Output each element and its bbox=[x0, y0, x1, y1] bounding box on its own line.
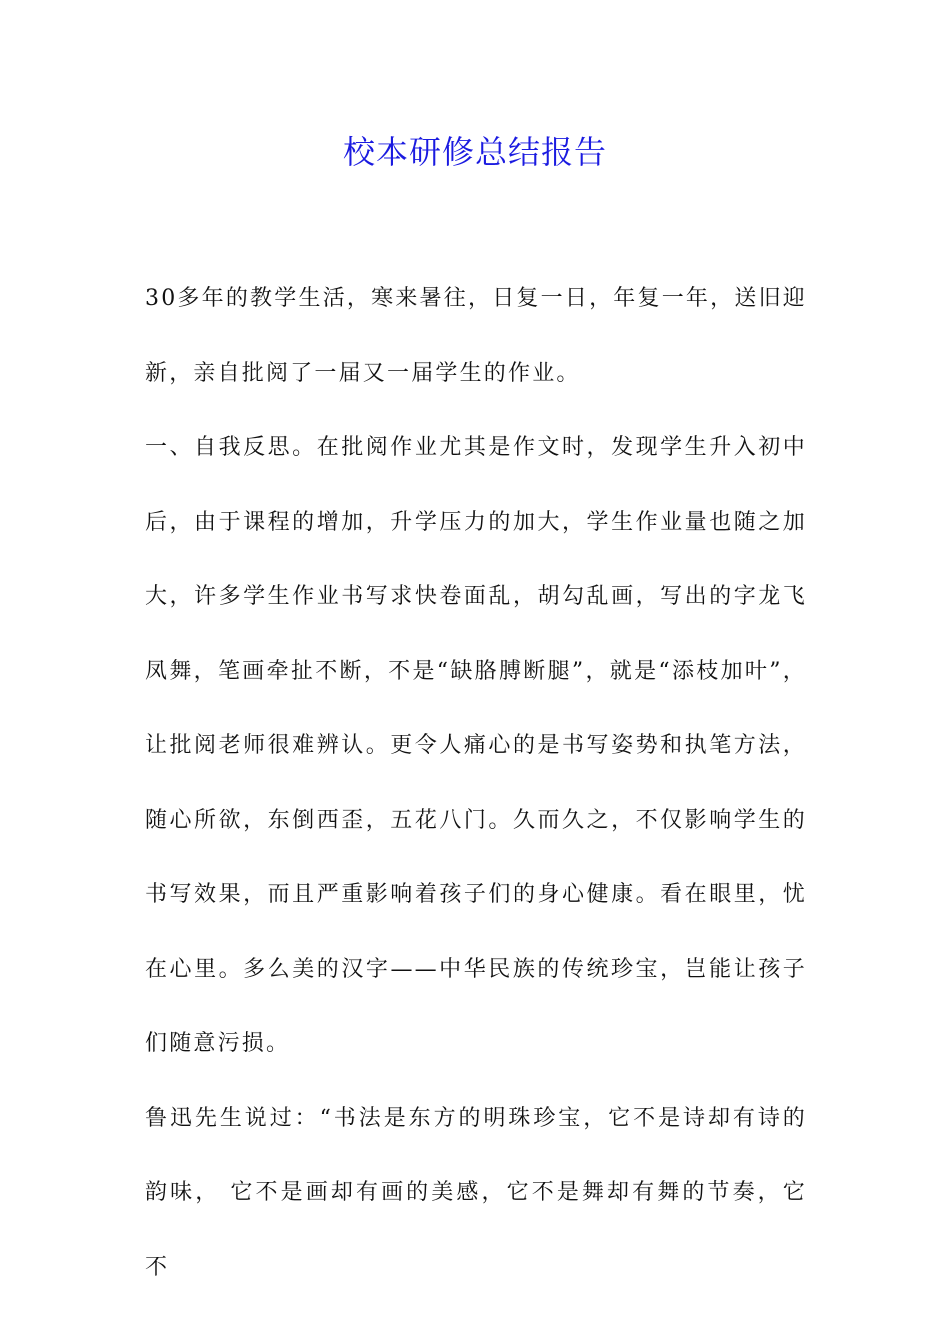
document-title: 校本研修总结报告 bbox=[342, 133, 607, 171]
paragraph-2: 一、自我反思。在批阅作业尤其是作文时，发现学生升入初中后，由于课程的增加，升学压力的加大，学生作业量也随之加大，许多学生作业书写求快卷面乱，胡勾乱画，写出的字龙飞凤舞，笔画牵扯不断，不是“缺胳膊断腿”，就是“添枝加叶”，让批阅老师很难辨认。更令人痛心的是书写姿势和执笔方法，随心所欲，东倒西歪，五花八门。久而久之，不仅影响学生的书写效果，而且严重影响着孩子们的身心健康。看在眼里，忧在心里。多么美的汉字——中华民族的传统珍宝，岂能让孩子们随意污损。 bbox=[145, 435, 807, 1056]
document-body bbox=[145, 262, 807, 1305]
paragraph-3: 鲁迅先生说过：“书法是东方的明珠珍宝，它不是诗却有诗的韵味， 它不是画却有画的美感，它不是舞却有舞的节奏，它不 bbox=[145, 1105, 807, 1280]
paragraph-1: 30多年的教学生活，寒来暑往，日复一日，年复一年，送旧迎新，亲自批阅了一届又一届学生的作业。 bbox=[145, 286, 807, 386]
